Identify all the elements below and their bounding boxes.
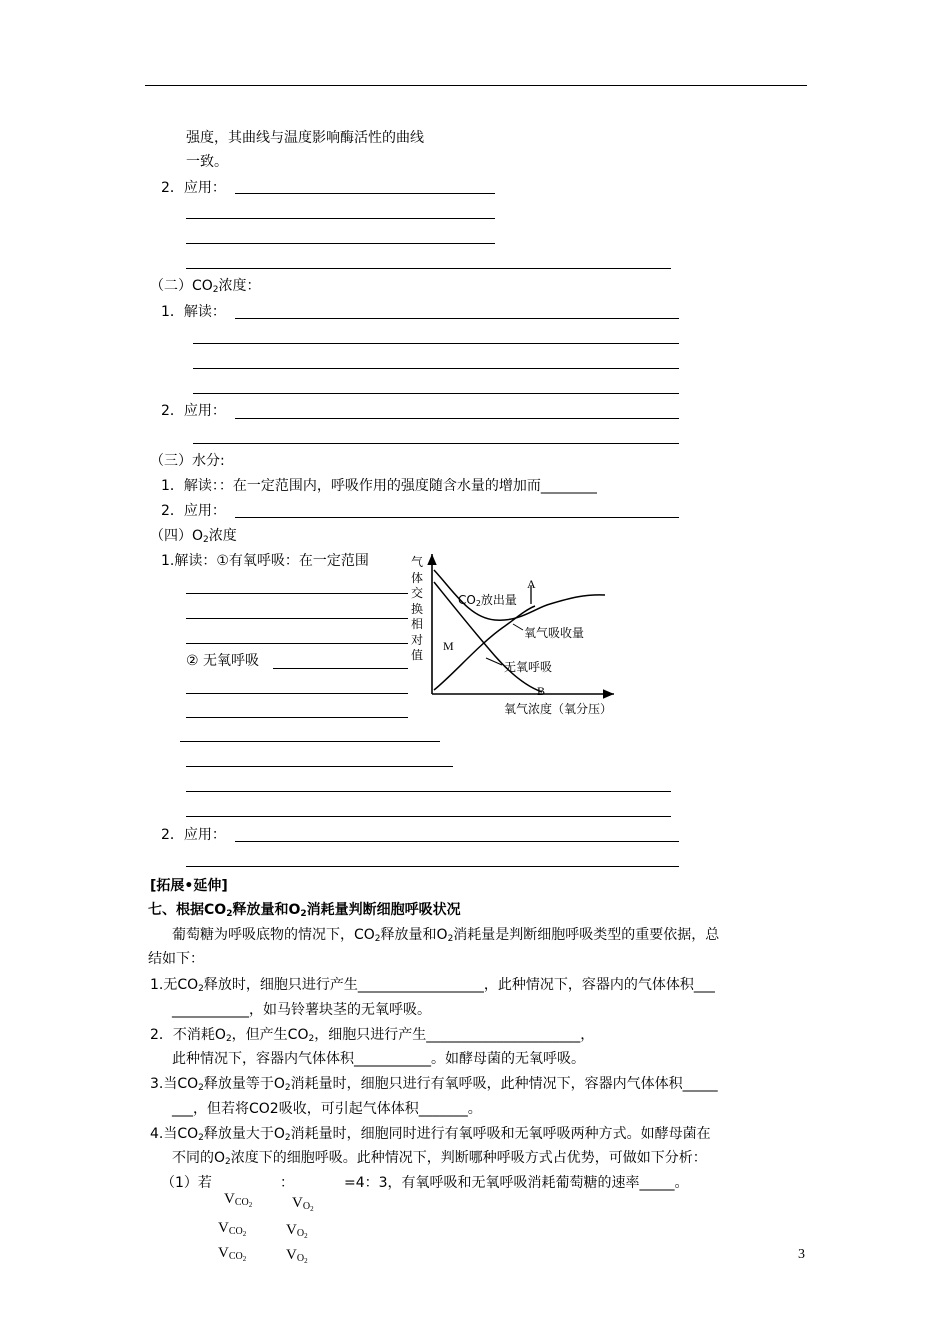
o2-heading: （四）$O_2$浓度 bbox=[150, 528, 237, 545]
answer-line[interactable] bbox=[193, 443, 679, 444]
vco2-symbol: $V_{CO_2}$ bbox=[218, 1220, 247, 1238]
answer-line[interactable] bbox=[180, 741, 440, 742]
answer-line[interactable] bbox=[186, 816, 671, 817]
y-axis-char: 对 bbox=[411, 632, 424, 647]
vco2-symbol: $V_{CO_2}$ bbox=[224, 1191, 253, 1209]
vo2-symbol: $V_{O_2}$ bbox=[286, 1222, 308, 1240]
co2-interpret-label: 1．解读： bbox=[161, 304, 226, 320]
y-axis-char: 换 bbox=[411, 601, 424, 616]
answer-line[interactable] bbox=[186, 791, 671, 792]
item-3-continued: ___，但若将CO2吸收，可引起气体体积_______。 bbox=[172, 1101, 482, 1117]
figure-svg bbox=[410, 548, 630, 720]
item-1: 1.无$CO_2$释放时，细胞只进行产生__________________，此种情况下，容器内的气体体积___ bbox=[150, 977, 715, 994]
answer-line[interactable] bbox=[273, 668, 408, 669]
answer-line[interactable] bbox=[193, 343, 679, 344]
header-rule bbox=[145, 85, 807, 86]
answer-line[interactable] bbox=[186, 593, 408, 594]
vo2-symbol: $V_{O_2}$ bbox=[292, 1195, 314, 1213]
answer-line[interactable] bbox=[235, 517, 679, 518]
item-4: 4.当$CO_2$释放量大于$O_2$消耗量时，细胞同时进行有氧呼吸和无氧呼吸两种方式。如酵母菌在 bbox=[150, 1126, 711, 1143]
intro-line-2: 一致。 bbox=[186, 154, 228, 170]
answer-line[interactable] bbox=[193, 393, 679, 394]
intro-line-1: 强度，其曲线与温度影响酶活性的曲线 bbox=[186, 130, 424, 146]
o2-anaerobic-text: ② 无氧呼吸 bbox=[186, 653, 260, 669]
water-apply-label: 2．应用： bbox=[161, 503, 226, 519]
answer-line[interactable] bbox=[186, 218, 495, 219]
y-axis-char: 体 bbox=[411, 570, 424, 585]
answer-line[interactable] bbox=[186, 243, 495, 244]
co2-heading: （二）$CO_2$浓度： bbox=[150, 278, 261, 295]
x-axis-label: 氧气浓度（氧分压） bbox=[504, 702, 613, 716]
answer-line[interactable] bbox=[186, 268, 671, 269]
sub-item-1-ratio-text: =4：3，有氧呼吸和无氧呼吸消耗葡萄糖的速率_____。 bbox=[344, 1175, 689, 1191]
o2-apply-label: 2．应用： bbox=[161, 827, 226, 843]
y-axis-char: 气 bbox=[411, 555, 424, 569]
page-number: 3 bbox=[798, 1247, 805, 1262]
y-axis-label bbox=[411, 555, 425, 664]
item-4-continued: 不同的$O_2$浓度下的细胞呼吸。此种情况下，判断哪种呼吸方式占优势，可做如下分析： bbox=[172, 1150, 707, 1167]
y-axis-char: 交 bbox=[411, 586, 424, 600]
point-a-label: A bbox=[527, 577, 536, 591]
water-interpret-text: 1．解读：：在一定范围内，呼吸作用的强度随含水量的增加而________ bbox=[161, 478, 597, 494]
water-heading: （三）水分: bbox=[150, 453, 225, 469]
item-1-continued: ___________，如马铃薯块茎的无氧呼吸。 bbox=[172, 1002, 431, 1018]
answer-line[interactable] bbox=[186, 717, 408, 718]
answer-line[interactable] bbox=[235, 841, 679, 842]
y-axis-char: 值 bbox=[411, 648, 424, 662]
anaerobic-curve-label: 无氧呼吸 bbox=[504, 660, 553, 674]
o2-label-leader bbox=[513, 624, 523, 630]
gas-exchange-figure bbox=[410, 548, 630, 720]
answer-line[interactable] bbox=[186, 643, 408, 644]
intro-paragraph-line-1: 葡萄糖为呼吸底物的情况下，$CO_2$释放量和$O_2$消耗量是判断细胞呼吸类型的重要依据，总 bbox=[172, 927, 720, 944]
answer-line[interactable] bbox=[186, 866, 679, 867]
answer-line[interactable] bbox=[193, 368, 679, 369]
sub-item-1-label: （1）若 bbox=[161, 1175, 212, 1191]
o2-uptake-label: 氧气吸收量 bbox=[524, 626, 585, 640]
answer-line[interactable] bbox=[186, 766, 453, 767]
o2-interpret-text: 1.解读：①有氧呼吸：在一定范围 bbox=[161, 553, 369, 569]
section-seven-heading: 七、根据$CO_2$释放量和$O_2$消耗量判断细胞呼吸状况 bbox=[148, 902, 461, 919]
point-m-label: M bbox=[443, 639, 454, 653]
item-2: 2．不消耗$O_2$，但产生$CO_2$，细胞只进行产生______________________， bbox=[150, 1027, 595, 1044]
item-3: 3.当$CO_2$释放量等于$O_2$消耗量时，细胞只进行有氧呼吸，此种情况下，容器内气体体积_____ bbox=[150, 1076, 718, 1093]
co2-apply-label: 2．应用： bbox=[161, 403, 226, 419]
answer-line[interactable] bbox=[186, 693, 408, 694]
extension-tag: [拓展•延伸] bbox=[150, 878, 228, 894]
intro-paragraph-line-2: 结如下： bbox=[148, 951, 204, 967]
sub-item-1-colon: ： bbox=[280, 1175, 294, 1191]
answer-line[interactable] bbox=[235, 318, 679, 319]
vo2-symbol: $V_{O_2}$ bbox=[286, 1247, 308, 1265]
answer-line[interactable] bbox=[235, 193, 495, 194]
y-axis-char: 相 bbox=[411, 617, 424, 631]
point-b-label: B bbox=[537, 684, 546, 698]
answer-line[interactable] bbox=[186, 618, 408, 619]
vco2-symbol: $V_{CO_2}$ bbox=[218, 1245, 247, 1263]
co2-curve-label: $CO_2$放出量 bbox=[458, 593, 517, 608]
answer-line[interactable] bbox=[235, 418, 679, 419]
item-2-continued: 此种情况下，容器内气体体积___________。如酵母菌的无氧呼吸。 bbox=[172, 1051, 585, 1067]
temperature-apply-label: 2．应用： bbox=[161, 180, 226, 196]
